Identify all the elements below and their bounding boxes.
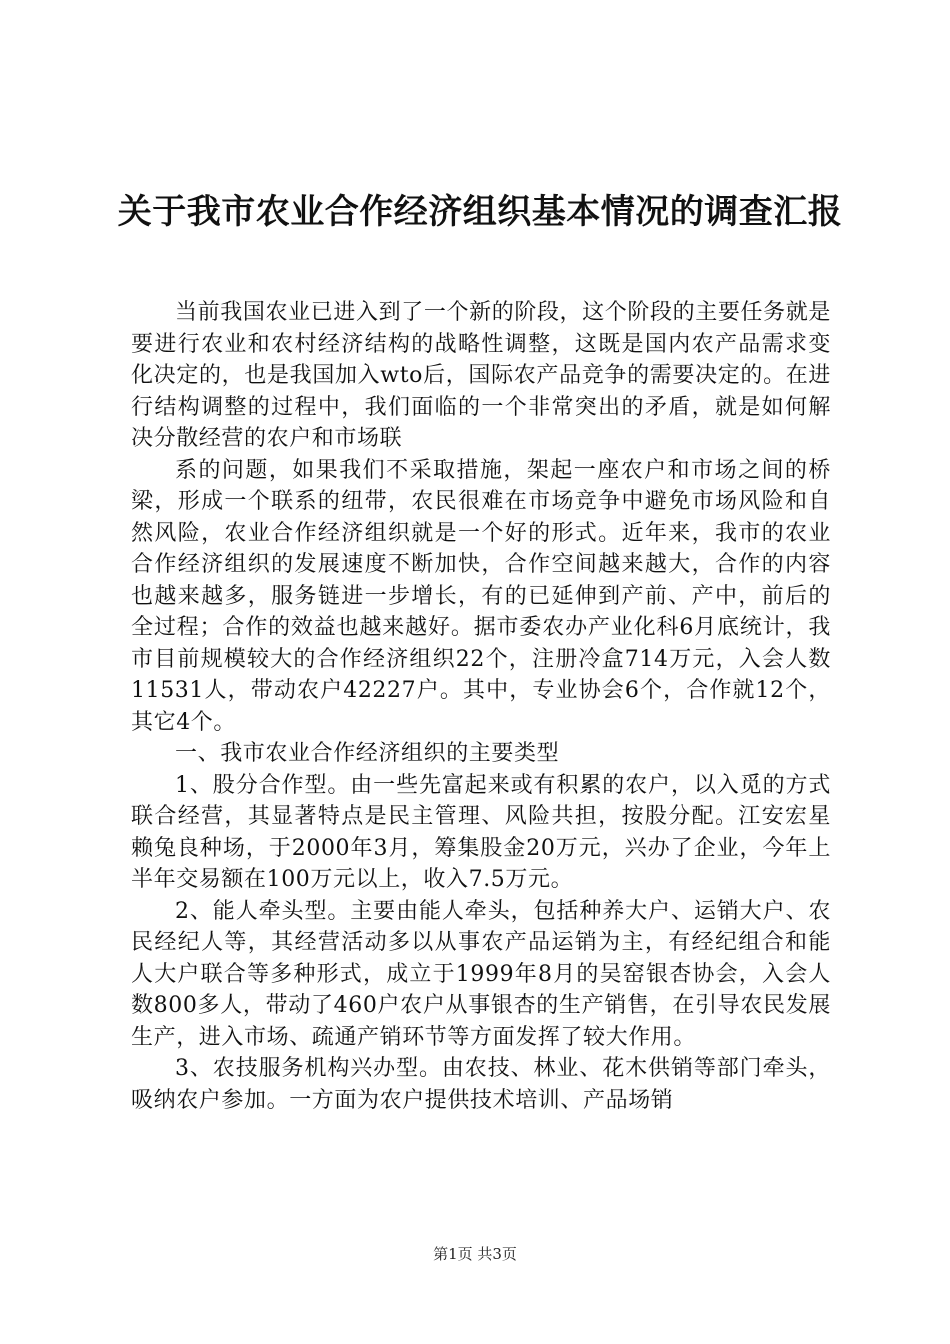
paragraph: 当前我国农业已进入到了一个新的阶段，这个阶段的主要任务就是要进行农业和农村经济结构的战略性调整，这既是国内农产品需求变化决定的，也是我国加入wto后，国际农产品竞争的需要决定的。在进行结构调整的过程中，我们面临的一个非常突出的矛盾，就是如何解决分散经营的农户和市场联 — [131, 300, 831, 451]
paragraph: 系的问题，如果我们不采取措施，架起一座农户和市场之间的桥梁，形成一个联系的纽带，农民很难在市场竞争中避免市场风险和自然风险，农业合作经济组织就是一个好的形式。近年来，我市的农业合作经济组织的发展速度不断加快，合作空间越来越大，合作的内容也越来越多，服务链进一步增长，有的已延伸到产前、产中，前后的全过程；合作的效益也越来越好。据市委农办产业化科6月底统计，我市目前规模较大的合作经济组织22个，注册冷盒714万元，入会人数11531人，带动农户42227户。其中，专业协会6个，合作就12个，其它4个。 — [131, 457, 831, 735]
document-body — [131, 297, 831, 1116]
page-number-footer: 第1页 共3页 — [433, 1245, 517, 1263]
paragraph: 1、股分合作型。由一些先富起来或有积累的农户，以入觅的方式联合经营，其显著特点是民主管理、风险共担，按股分配。江安宏星赖兔良种场，于2000年3月，筹集股金20万元，兴办了企业，今年上半年交易额在100万元以上，收入7.5万元。 — [131, 772, 831, 892]
section-heading: 一、我市农业合作经济组织的主要类型 — [175, 741, 560, 766]
paragraph: 3、农技服务机构兴办型。由农技、林业、花木供销等部门牵头，吸纳农户参加。一方面为农户提供技术培训、产品场销 — [131, 1056, 831, 1113]
paragraph: 2、能人牵头型。主要由能人牵头，包括种养大户、运销大户、农民经纪人等，其经营活动多以从事农产品运销为主，有经纪组合和能人大户联合等多种形式，成立于1999年8月的吴窑银杏协会，入会人数800多人，带动了460户农户从事银杏的生产销售，在引导农民发展生产，进入市场、疏通产销环节等方面发挥了较大作用。 — [131, 898, 831, 1050]
document-title: 关于我市农业合作经济组织基本情况的调查汇报 — [117, 192, 843, 232]
